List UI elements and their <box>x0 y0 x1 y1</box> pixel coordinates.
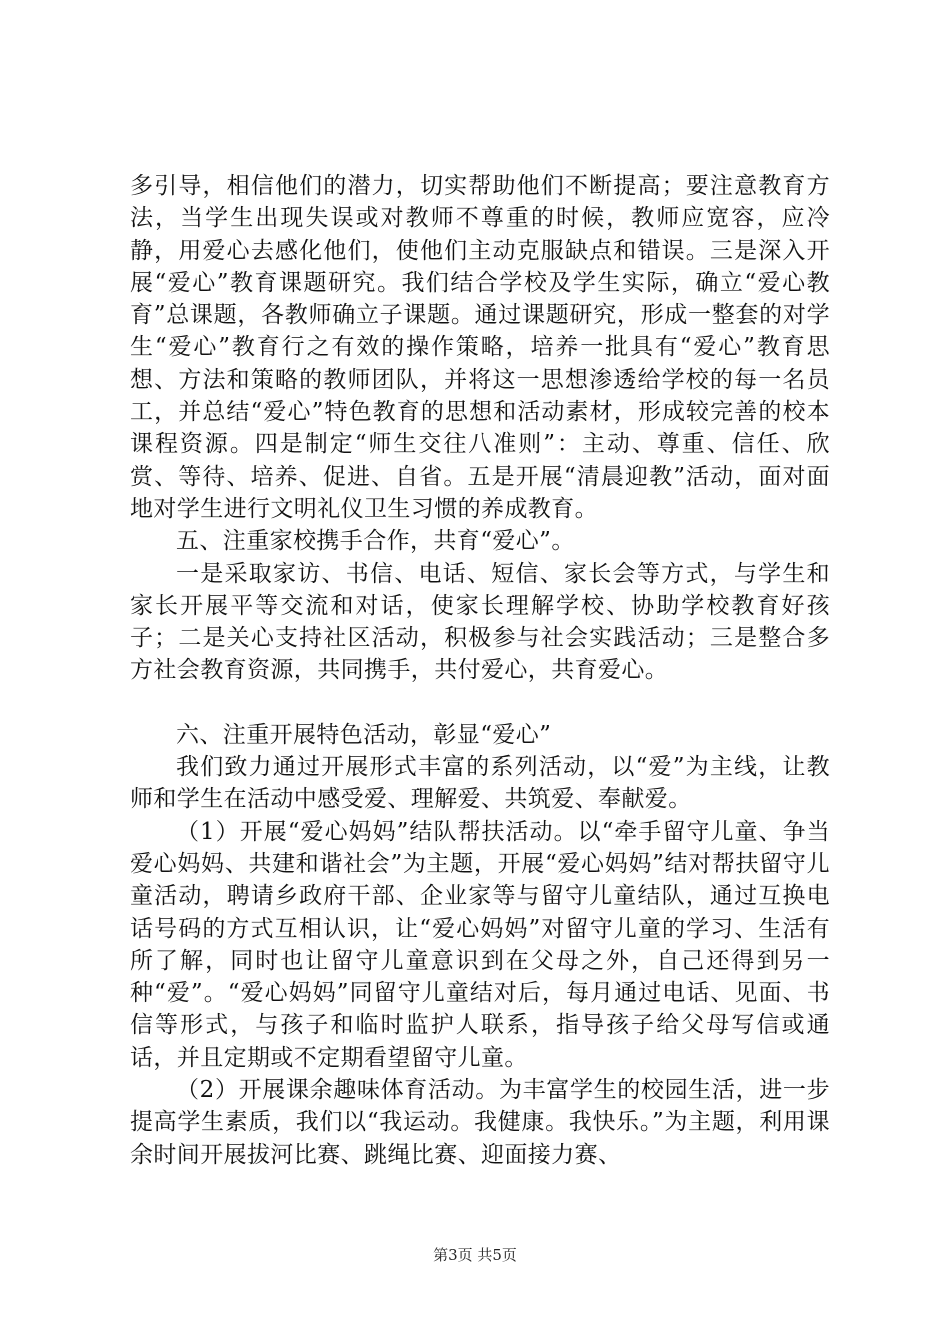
section-heading-five: 五、注重家校携手合作，共育“爱心”。 <box>176 528 575 555</box>
section-heading-six: 六、注重开展特色活动，彰显“爱心” <box>176 721 552 748</box>
body-paragraph: 我们致力通过开展形式丰富的系列活动，以“爱”为主线，让教师和学生在活动中感受爱、理解爱、共筑爱、奉献爱。 <box>130 754 830 813</box>
body-paragraph: 一是采取家访、书信、电话、短信、家长会等方式，与学生和家长开展平等交流和对话，使家长理解学校、协助学校教育好孩子；二是关心支持社区活动，积极参与社会实践活动；三是整合多方社会教育资源，共同携手，共付爱心，共育爱心。 <box>130 560 830 684</box>
document-body <box>130 170 830 1171</box>
body-paragraph: （2）开展课余趣味体育活动。为丰富学生的校园生活，进一步提高学生素质，我们以“我运动。我健康。我快乐。”为主题，利用课余时间开展拔河比赛、跳绳比赛、迎面接力赛、 <box>130 1077 830 1168</box>
body-paragraph: 多引导，相信他们的潜力，切实帮助他们不断提高；要注意教育方法，当学生出现失误或对教师不尊重的时候，教师应宽容，应冷静，用爱心去感化他们，使他们主动克服缺点和错误。三是深入开展“爱心”教育课题研究。我们结合学校及学生实际，确立“爱心教育”总课题，各教师确立子课题。通过课题研究，形成一整套的对学生“爱心”教育行之有效的操作策略，培养一批具有“爱心”教育思想、方法和策略的教师团队，并将这一思想渗透给学校的每一名员工，并总结“爱心”特色教育的思想和活动素材，形成较完善的校本课程资源。四是制定“师生交往八准则”：主动、尊重、信任、欣赏、等待、培养、促进、自省。五是开展“清晨迎教”活动，面对面地对学生进行文明礼仪卫生习惯的养成教育。 <box>130 173 830 522</box>
body-paragraph: （1）开展“爱心妈妈”结队帮扶活动。以“牵手留守儿童、争当爱心妈妈、共建和谐社会”为主题，开展“爱心妈妈”结对帮扶留守儿童活动，聘请乡政府干部、企业家等与留守儿童结队，通过互换电话号码的方式互相认识，让“爱心妈妈”对留守儿童的学习、生活有所了解，同时也让留守儿童意识到在父母之外，自己还得到另一种“爱”。“爱心妈妈”同留守儿童结对后，每月通过电话、见面、书信等形式，与孩子和临时监护人联系，指导孩子给父母写信或通话，并且定期或不定期看望留守儿童。 <box>130 818 830 1071</box>
paragraph-gap <box>130 687 830 719</box>
page-number-footer: 第3页 共5页 <box>433 1246 517 1264</box>
